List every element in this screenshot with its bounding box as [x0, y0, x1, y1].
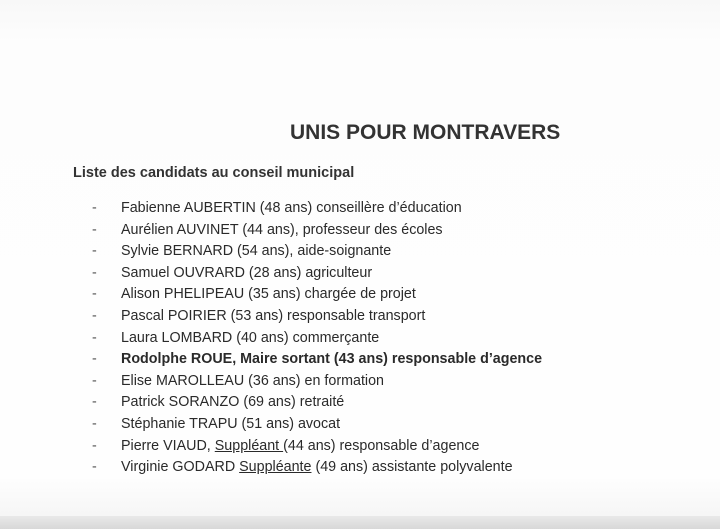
candidate-text: Aurélien AUVINET (44 ans), professeur des écoles	[121, 221, 443, 238]
candidate-name: Virginie GODARD	[121, 459, 240, 476]
bullet-dash: -	[92, 372, 97, 389]
candidate-text: Rodolphe ROUE, Maire sortant (43 ans) responsable d’agence	[121, 351, 543, 368]
candidate-text: Sylvie BERNARD (54 ans), aide-soignante	[121, 243, 392, 260]
page-bottom-edge	[0, 516, 720, 529]
candidate-text	[121, 436, 479, 458]
candidate-text: Elise MAROLLEAU (36 ans) en formation	[121, 372, 385, 389]
bullet-dash: -	[92, 307, 97, 324]
bullet-dash: -	[92, 286, 97, 303]
list-title: UNIS POUR MONTRAVERS	[290, 121, 561, 144]
candidate-text: Pascal POIRIER (53 ans) responsable transport	[121, 307, 426, 324]
candidate-details: (44 ans) responsable d’agence	[283, 437, 480, 454]
substitute-label: Suppléant	[214, 437, 284, 454]
candidate-text: Laura LOMBARD (40 ans) commerçante	[121, 329, 380, 346]
bullet-dash: -	[92, 264, 97, 281]
bullet-dash: -	[92, 221, 97, 238]
bullet-dash: -	[92, 394, 97, 411]
bullet-dash: -	[92, 459, 97, 476]
candidate-text: Alison PHELIPEAU (35 ans) chargée de projet	[121, 286, 416, 303]
candidate-details: (49 ans) assistante polyvalente	[311, 459, 513, 476]
bullet-dash: -	[92, 351, 97, 368]
candidate-text: Stéphanie TRAPU (51 ans) avocat	[121, 415, 341, 432]
candidate-text: Samuel OUVRARD (28 ans) agriculteur	[121, 264, 373, 281]
bullet-dash: -	[92, 200, 97, 216]
candidate-text	[121, 457, 513, 479]
bullet-dash: -	[92, 243, 97, 260]
bullet-dash: -	[92, 415, 97, 432]
list-subtitle: Liste des candidats au conseil municipal	[73, 165, 355, 181]
candidate-name: Pierre VIAUD,	[121, 437, 215, 454]
candidate-text: Patrick SORANZO (69 ans) retraité	[121, 394, 345, 411]
substitute-label: Suppléante	[239, 459, 312, 476]
bullet-dash: -	[92, 329, 97, 346]
candidate-text: Fabienne AUBERTIN (48 ans) conseillère d’éducation	[121, 200, 462, 216]
bullet-dash: -	[92, 437, 97, 454]
